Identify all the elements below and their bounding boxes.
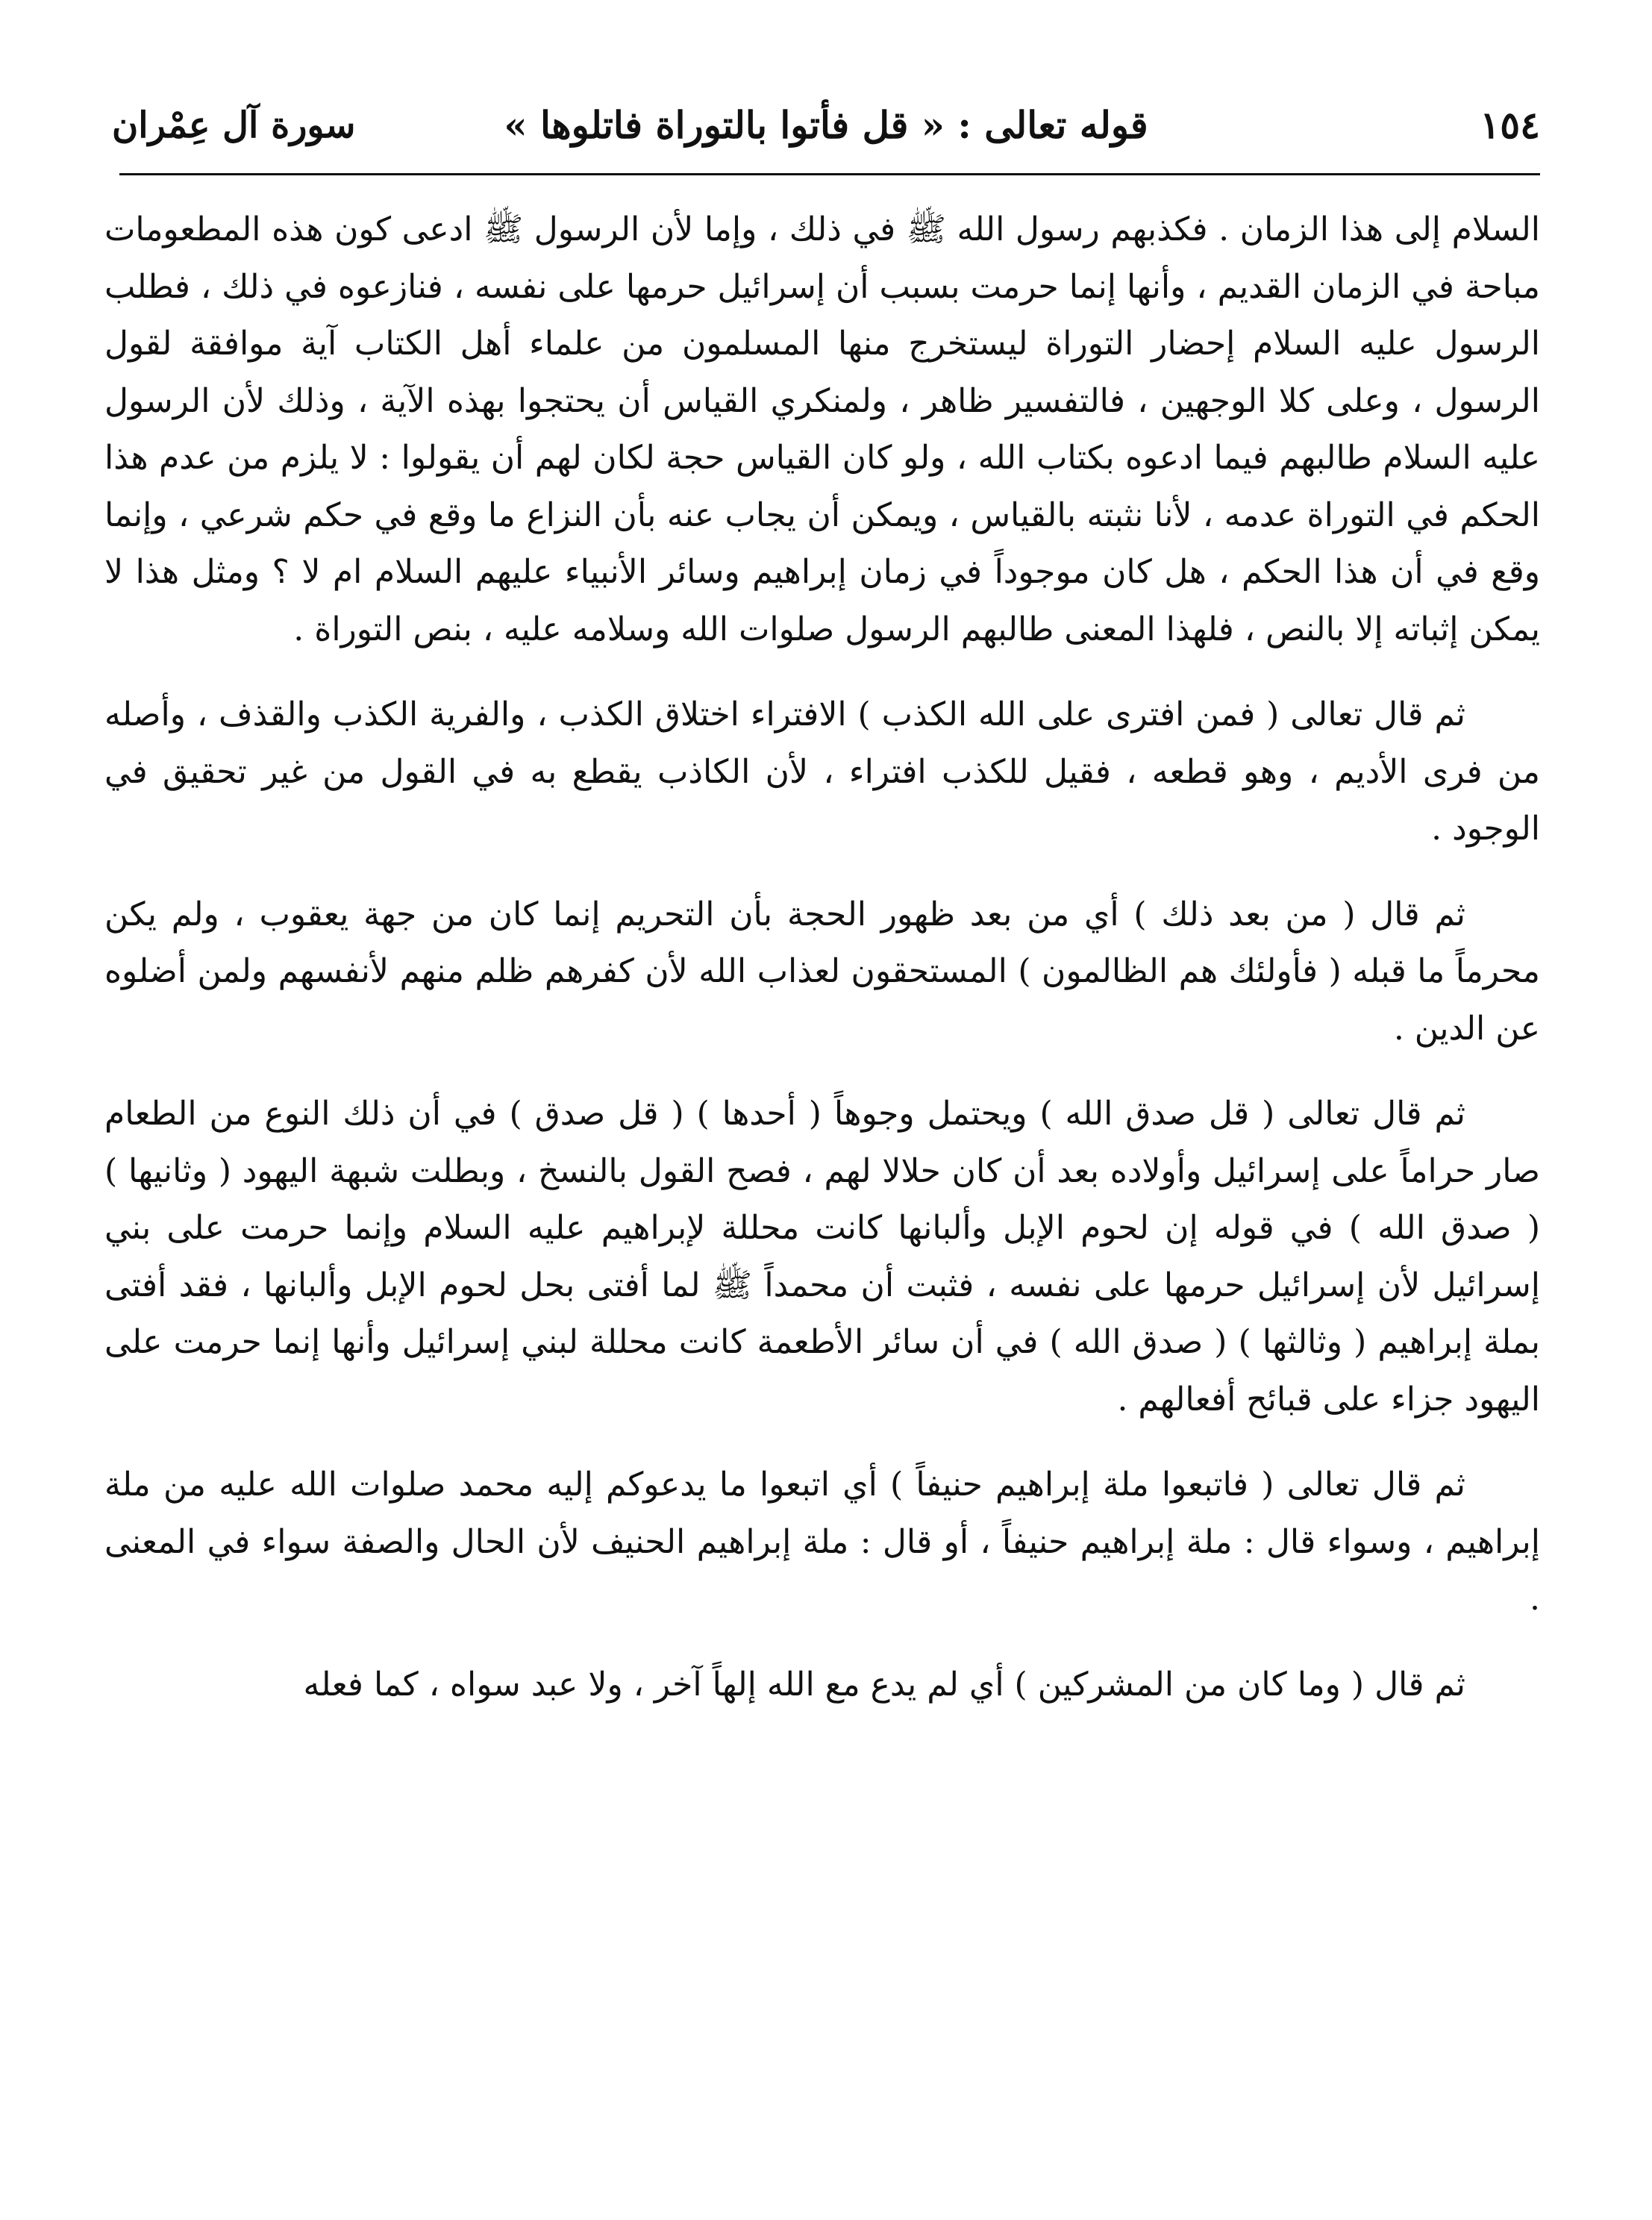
paragraph: ثم قال تعالى ( فمن افترى على الله الكذب ) الافتراء اختلاق الكذب ، والفرية الكذب والقذف ، وأصله من فرى الأديم ، وهو قطعه ، فقيل للكذب افتراء ، لأن الكاذب يقطع به في القول من غير تحقيق في الوجود . bbox=[104, 695, 1540, 848]
header-divider bbox=[119, 173, 1540, 175]
surah-name: سورة آل عِمْران bbox=[112, 104, 356, 146]
page-number: ١٥٤ bbox=[1480, 103, 1540, 147]
running-title: قوله تعالى : « قل فأتوا بالتوراة فاتلوها » bbox=[504, 103, 1148, 147]
paragraph: ثم قال تعالى ( قل صدق الله ) ويحتمل وجوهاً ( أحدها ) ( قل صدق ) في أن ذلك النوع من الطعام صار حراماً على إسرائيل وأولاده بعد أن كان حلالا لهم ، فصح القول بالنسخ ، وبطلت شبهة اليهود ( وثانيها ) ( صدق الله ) في قوله إن لحوم الإبل وألبانها كانت محللة لإبراهيم عليه السلام وإنما حرمت على بني إسرائيل لأن إسرائيل حرمها على نفسه ، فثبت أن محمداً ﷺ لما أفتى بحل لحوم الإبل وألبانها ، فقد أفتى بملة إبراهيم ( وثالثها ) ( صدق الله ) في أن سائر الأطعمة كانت محللة لبني إسرائيل وأنها إنما حرمت على اليهود جزاء على قبائح أفعالهم . bbox=[104, 1095, 1540, 1419]
paragraph: ثم قال تعالى ( فاتبعوا ملة إبراهيم حنيفاً ) أي اتبعوا ما يدعوكم إليه محمد صلوات الله عليه من ملة إبراهيم ، وسواء قال : ملة إبراهيم حنيفاً ، أو قال : ملة إبراهيم الحنيف لأن الحال والصفة سواء في المعنى . bbox=[104, 1466, 1540, 1618]
body-text bbox=[104, 201, 1540, 1713]
paragraph: ثم قال ( وما كان من المشركين ) أي لم يدع مع الله إلهاً آخر ، ولا عبد سواه ، كما فعله bbox=[303, 1665, 1465, 1704]
paragraph: السلام إلى هذا الزمان . فكذبهم رسول الله ﷺ في ذلك ، وإما لأن الرسول ﷺ ادعى كون هذه المطعومات مباحة في الزمان القديم ، وأنها إنما حرمت بسبب أن إسرائيل حرمها على نفسه ، فنازعوه في ذلك ، فطلب الرسول عليه السلام إحضار التوراة ليستخرج منها المسلمون من علماء أهل الكتاب آية موافقة لقول الرسول ، وعلى كلا الوجهين ، فالتفسير ظاهر ، ولمنكري القياس أن يحتجوا بهذه الآية ، وذلك لأن الرسول عليه السلام طالبهم فيما ادعوه بكتاب الله ، ولو كان القياس حجة لكان لهم أن يقولوا : لا يلزم من عدم هذا الحكم في التوراة عدمه ، لأنا نثبته بالقياس ، ويمكن أن يجاب عنه بأن النزاع ما وقع في حكم شرعي ، وإنما وقع في أن هذا الحكم ، هل كان موجوداً في زمان إبراهيم وسائر الأنبياء عليهم السلام ام لا ؟ ومثل هذا لا يمكن إثباته إلا بالنص ، فلهذا المعنى طالبهم الرسول صلوات الله وسلامه عليه ، بنص التوراة . bbox=[104, 210, 1540, 648]
paragraph: ثم قال ( من بعد ذلك ) أي من بعد ظهور الحجة بأن التحريم إنما كان من جهة يعقوب ، ولم يكن محرماً ما قبله ( فأولئك هم الظالمون ) المستحقون لعذاب الله لأن كفرهم ظلم منهم لأنفسهم ولمن أضلوه عن الدين . bbox=[104, 895, 1540, 1048]
page-header bbox=[112, 82, 1540, 164]
